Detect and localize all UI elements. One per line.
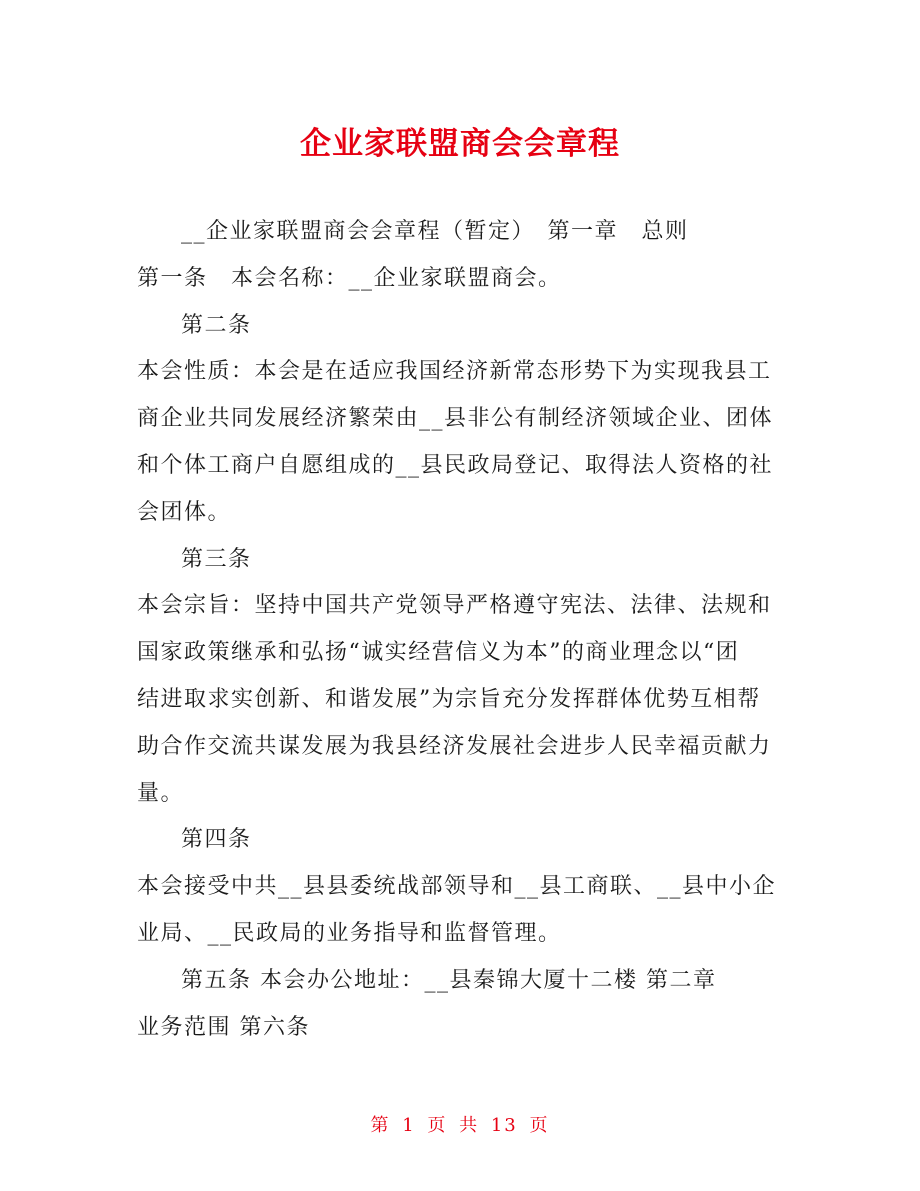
body-line: 本会宗旨：坚持中国共产党领导严格遵守宪法、法律、法规和 [137,593,772,619]
body-line: 助合作交流共谋发展为我县经济发展社会进步人民幸福贡献力 [137,733,772,759]
body-line: 第五条 本会办公地址：__县秦锦大厦十二楼 第二章 [181,967,717,993]
body-line: 本会接受中共__县县委统战部领导和__县工商联、__县中小企 [137,874,777,900]
body-line: 会团体。 [137,499,232,525]
article-heading: 第二条 [181,312,252,338]
body-line: 第一条 本会名称：__企业家联盟商会。 [137,265,562,291]
body-line: 业务范围 第六条 [137,1014,310,1040]
body-line: 业局、__民政局的业务指导和监督管理。 [137,920,562,946]
document-body [137,209,787,1051]
body-line: 国家政策继承和弘扬“诚实经营信义为本”的商业理念以“团 [137,640,740,666]
body-line: __企业家联盟商会会章程（暂定） 第一章 总则 [181,219,689,244]
article-heading: 第四条 [181,827,252,853]
body-line: 量。 [137,780,185,806]
article-heading: 第三条 [181,546,252,572]
body-line: 和个体工商户自愿组成的__县民政局登记、取得法人资格的社 [137,452,774,478]
body-line: 结进取求实创新、和谐发展”为宗旨充分发挥群体优势互相帮 [137,686,761,712]
body-line: 商企业共同发展经济繁荣由__县非公有制经济领域企业、团体 [137,406,774,432]
page-number-footer: 第 1 页 共 13 页 [370,1115,550,1136]
document-title: 企业家联盟商会会章程 [300,126,620,162]
body-line: 本会性质：本会是在适应我国经济新常态形势下为实现我县工 [137,359,772,385]
